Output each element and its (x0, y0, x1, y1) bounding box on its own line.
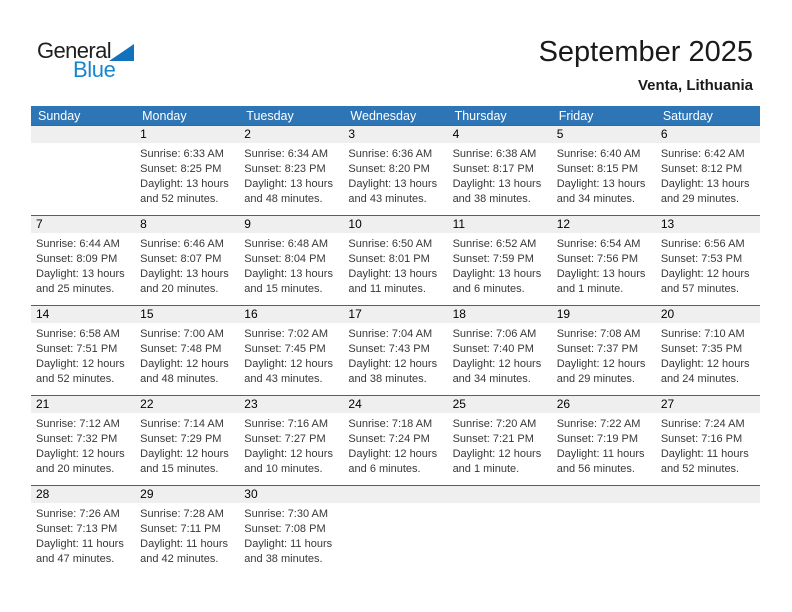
sunrise-text: Sunrise: 6:54 AM (556, 238, 641, 250)
daylight-text-line1: Daylight: 12 hours (140, 358, 229, 370)
day-cell (135, 306, 239, 395)
logo-text-general: General (37, 38, 112, 63)
sunrise-text: Sunrise: 6:56 AM (660, 238, 745, 250)
day-cell (31, 216, 135, 305)
sunset-text: Sunset: 7:32 PM (36, 433, 118, 445)
day-info (239, 503, 343, 567)
day-number: 9 (239, 216, 343, 233)
day-cell (31, 396, 135, 485)
weekday-header-friday: Friday (558, 108, 594, 123)
day-cell (135, 396, 239, 485)
day-number: 2 (239, 126, 343, 143)
day-number: 11 (448, 216, 552, 233)
sunrise-text: Sunrise: 6:52 AM (452, 238, 537, 250)
daylight-text-line2: and 34 minutes. (556, 193, 635, 205)
daylight-text-line2: and 6 minutes. (452, 283, 525, 295)
daylight-text-line1: Daylight: 12 hours (660, 358, 750, 370)
day-info (656, 413, 760, 477)
daylight-text-line2: and 57 minutes. (660, 283, 740, 295)
sunset-text: Sunset: 7:48 PM (140, 343, 222, 355)
weekday-header-row (31, 106, 760, 125)
calendar-weeks (31, 125, 760, 575)
daylight-text-line1: Daylight: 12 hours (244, 448, 333, 460)
day-number (656, 486, 760, 503)
sunrise-text: Sunrise: 6:58 AM (36, 328, 120, 340)
week-row (31, 485, 760, 575)
sunrise-text: Sunrise: 6:48 AM (244, 238, 329, 250)
sunrise-text: Sunrise: 7:20 AM (452, 418, 537, 430)
sunrise-text: Sunrise: 7:12 AM (36, 418, 120, 430)
day-number: 28 (31, 486, 135, 503)
daylight-text-line2: and 29 minutes. (660, 193, 740, 205)
daylight-text-line1: Daylight: 11 hours (36, 538, 124, 550)
daylight-text-line2: and 20 minutes. (36, 463, 115, 475)
page-location: Venta, Lithuania (637, 77, 753, 94)
day-number: 30 (239, 486, 343, 503)
daylight-text-line2: and 48 minutes. (244, 193, 323, 205)
day-number: 17 (343, 306, 447, 323)
day-number (448, 486, 552, 503)
day-number: 29 (135, 486, 239, 503)
sunset-text: Sunset: 8:23 PM (244, 163, 326, 175)
day-cell (448, 126, 552, 215)
daylight-text-line1: Daylight: 13 hours (452, 178, 542, 190)
empty-day-cell (552, 486, 656, 575)
empty-day-cell (343, 486, 447, 575)
calendar-table (31, 106, 760, 575)
daylight-text-line2: and 56 minutes. (556, 463, 635, 475)
daylight-text-line2: and 6 minutes. (348, 463, 421, 475)
daylight-text-line2: and 20 minutes. (140, 283, 219, 295)
weekday-header-sunday: Sunday (38, 108, 81, 123)
day-info (239, 413, 343, 477)
sunset-text: Sunset: 7:08 PM (244, 523, 326, 535)
day-info (31, 233, 135, 297)
day-info (656, 143, 760, 207)
day-cell (239, 216, 343, 305)
sunrise-text: Sunrise: 6:42 AM (660, 148, 745, 160)
sunrise-text: Sunrise: 7:06 AM (452, 328, 537, 340)
daylight-text-line2: and 38 minutes. (348, 373, 427, 385)
sunset-text: Sunset: 7:56 PM (556, 253, 639, 265)
day-info (343, 233, 447, 297)
daylight-text-line1: Daylight: 13 hours (348, 268, 438, 280)
daylight-text-line2: and 52 minutes. (36, 373, 115, 385)
day-info (552, 413, 656, 477)
day-number: 27 (656, 396, 760, 413)
day-cell (239, 126, 343, 215)
sunrise-text: Sunrise: 6:34 AM (244, 148, 329, 160)
day-number: 21 (31, 396, 135, 413)
day-cell (135, 486, 239, 575)
day-number: 26 (552, 396, 656, 413)
daylight-text-line1: Daylight: 12 hours (452, 358, 542, 370)
day-number: 18 (448, 306, 552, 323)
day-cell (448, 306, 552, 395)
week-row (31, 125, 760, 215)
sunrise-text: Sunrise: 7:24 AM (660, 418, 745, 430)
daylight-text-line1: Daylight: 12 hours (348, 358, 438, 370)
day-info (135, 503, 239, 567)
daylight-text-line1: Daylight: 13 hours (140, 268, 229, 280)
day-info (448, 323, 552, 387)
daylight-text-line2: and 42 minutes. (140, 553, 219, 565)
day-number: 25 (448, 396, 552, 413)
sunset-text: Sunset: 7:53 PM (660, 253, 743, 265)
sunset-text: Sunset: 7:37 PM (556, 343, 639, 355)
week-row (31, 215, 760, 305)
daylight-text-line2: and 38 minutes. (244, 553, 323, 565)
daylight-text-line1: Daylight: 11 hours (660, 448, 749, 460)
daylight-text-line2: and 34 minutes. (452, 373, 531, 385)
day-number: 4 (448, 126, 552, 143)
daylight-text-line2: and 47 minutes. (36, 553, 115, 565)
day-info (135, 233, 239, 297)
day-info (343, 143, 447, 207)
day-cell (448, 396, 552, 485)
daylight-text-line2: and 1 minute. (556, 283, 624, 295)
sunset-text: Sunset: 8:12 PM (660, 163, 743, 175)
day-cell (656, 216, 760, 305)
weekday-header-wednesday: Wednesday (350, 108, 417, 123)
sunset-text: Sunset: 8:17 PM (452, 163, 534, 175)
sunrise-text: Sunrise: 7:28 AM (140, 508, 224, 520)
weekday-header-thursday: Thursday (454, 108, 507, 123)
empty-day-cell (656, 486, 760, 575)
day-number: 12 (552, 216, 656, 233)
daylight-text-line1: Daylight: 13 hours (244, 268, 333, 280)
day-cell (239, 306, 343, 395)
sunset-text: Sunset: 8:04 PM (244, 253, 326, 265)
day-cell (656, 126, 760, 215)
day-info (343, 413, 447, 477)
daylight-text-line1: Daylight: 13 hours (140, 178, 229, 190)
week-row (31, 395, 760, 485)
daylight-text-line2: and 11 minutes. (348, 283, 426, 295)
day-number: 6 (656, 126, 760, 143)
day-number: 7 (31, 216, 135, 233)
day-info (239, 233, 343, 297)
sunset-text: Sunset: 7:29 PM (140, 433, 222, 445)
day-cell (135, 126, 239, 215)
sunset-text: Sunset: 7:43 PM (348, 343, 430, 355)
weekday-header-saturday: Saturday (662, 108, 713, 123)
empty-day-cell (31, 126, 135, 215)
day-cell (135, 216, 239, 305)
sunrise-text: Sunrise: 7:16 AM (244, 418, 329, 430)
daylight-text-line1: Daylight: 11 hours (140, 538, 228, 550)
day-info (656, 323, 760, 387)
day-info (448, 143, 552, 207)
day-number: 10 (343, 216, 447, 233)
page-title: September 2025 (538, 36, 753, 68)
sunrise-text: Sunrise: 7:10 AM (660, 328, 745, 340)
sunrise-text: Sunrise: 7:22 AM (556, 418, 641, 430)
sunset-text: Sunset: 7:21 PM (452, 433, 534, 445)
logo-text-blue: Blue (73, 57, 116, 82)
daylight-text-line1: Daylight: 12 hours (452, 448, 542, 460)
day-cell (656, 396, 760, 485)
day-info (552, 143, 656, 207)
daylight-text-line2: and 52 minutes. (140, 193, 219, 205)
sunrise-text: Sunrise: 6:50 AM (348, 238, 433, 250)
day-info (135, 413, 239, 477)
day-number: 13 (656, 216, 760, 233)
day-cell (239, 396, 343, 485)
day-number: 8 (135, 216, 239, 233)
daylight-text-line1: Daylight: 12 hours (36, 448, 125, 460)
day-info (31, 323, 135, 387)
day-cell (448, 216, 552, 305)
sunrise-text: Sunrise: 7:00 AM (140, 328, 224, 340)
day-info (31, 413, 135, 477)
sunrise-text: Sunrise: 7:04 AM (348, 328, 433, 340)
weekday-header-tuesday: Tuesday (246, 108, 294, 123)
daylight-text-line1: Daylight: 13 hours (244, 178, 333, 190)
daylight-text-line2: and 52 minutes. (660, 463, 740, 475)
sunrise-text: Sunrise: 7:18 AM (348, 418, 433, 430)
day-number: 1 (135, 126, 239, 143)
daylight-text-line1: Daylight: 13 hours (556, 268, 646, 280)
daylight-text-line1: Daylight: 12 hours (140, 448, 229, 460)
daylight-text-line2: and 43 minutes. (244, 373, 323, 385)
day-cell (343, 216, 447, 305)
weekday-header-monday: Monday (142, 108, 187, 123)
daylight-text-line1: Daylight: 13 hours (556, 178, 646, 190)
day-number (31, 126, 135, 143)
daylight-text-line2: and 15 minutes. (140, 463, 219, 475)
daylight-text-line2: and 10 minutes. (244, 463, 323, 475)
day-info (31, 503, 135, 567)
daylight-text-line2: and 43 minutes. (348, 193, 427, 205)
day-cell (239, 486, 343, 575)
sunrise-text: Sunrise: 7:14 AM (140, 418, 224, 430)
sunrise-text: Sunrise: 7:02 AM (244, 328, 329, 340)
sunset-text: Sunset: 7:27 PM (244, 433, 326, 445)
sunset-text: Sunset: 7:35 PM (660, 343, 743, 355)
sunrise-text: Sunrise: 6:36 AM (348, 148, 433, 160)
daylight-text-line2: and 29 minutes. (556, 373, 635, 385)
day-info (343, 323, 447, 387)
sunset-text: Sunset: 7:40 PM (452, 343, 534, 355)
sunset-text: Sunset: 8:20 PM (348, 163, 430, 175)
sunset-text: Sunset: 7:24 PM (348, 433, 430, 445)
day-info (239, 143, 343, 207)
sunset-text: Sunset: 8:01 PM (348, 253, 430, 265)
day-cell (552, 216, 656, 305)
daylight-text-line1: Daylight: 12 hours (348, 448, 438, 460)
daylight-text-line2: and 38 minutes. (452, 193, 531, 205)
sunrise-text: Sunrise: 7:30 AM (244, 508, 329, 520)
empty-day-cell (448, 486, 552, 575)
day-number: 24 (343, 396, 447, 413)
day-info (135, 323, 239, 387)
day-number: 23 (239, 396, 343, 413)
day-cell (552, 396, 656, 485)
day-info (135, 143, 239, 207)
day-info (448, 413, 552, 477)
day-cell (552, 306, 656, 395)
sunrise-text: Sunrise: 6:40 AM (556, 148, 641, 160)
day-number: 5 (552, 126, 656, 143)
day-cell (343, 126, 447, 215)
daylight-text-line1: Daylight: 13 hours (348, 178, 438, 190)
sunset-text: Sunset: 7:11 PM (140, 523, 221, 535)
sunrise-text: Sunrise: 6:46 AM (140, 238, 224, 250)
sunrise-text: Sunrise: 7:08 AM (556, 328, 641, 340)
sunset-text: Sunset: 8:25 PM (140, 163, 222, 175)
daylight-text-line1: Daylight: 13 hours (36, 268, 125, 280)
day-cell (343, 306, 447, 395)
daylight-text-line1: Daylight: 11 hours (244, 538, 333, 550)
sunrise-text: Sunrise: 6:33 AM (140, 148, 224, 160)
day-info (656, 233, 760, 297)
sunrise-text: Sunrise: 6:38 AM (452, 148, 537, 160)
day-cell (552, 126, 656, 215)
sunrise-text: Sunrise: 6:44 AM (36, 238, 120, 250)
day-cell (31, 486, 135, 575)
daylight-text-line2: and 15 minutes. (244, 283, 323, 295)
day-info (448, 233, 552, 297)
sunset-text: Sunset: 8:09 PM (36, 253, 118, 265)
day-number: 20 (656, 306, 760, 323)
day-number (343, 486, 447, 503)
sunset-text: Sunset: 8:15 PM (556, 163, 639, 175)
sunset-text: Sunset: 7:59 PM (452, 253, 534, 265)
sunset-text: Sunset: 8:07 PM (140, 253, 222, 265)
daylight-text-line1: Daylight: 12 hours (556, 358, 646, 370)
daylight-text-line1: Daylight: 11 hours (556, 448, 645, 460)
daylight-text-line1: Daylight: 13 hours (660, 178, 750, 190)
general-blue-logo (37, 40, 147, 86)
sunrise-text: Sunrise: 7:26 AM (36, 508, 120, 520)
day-info (552, 323, 656, 387)
day-cell (343, 396, 447, 485)
day-number: 16 (239, 306, 343, 323)
day-info (552, 233, 656, 297)
day-cell (656, 306, 760, 395)
daylight-text-line2: and 25 minutes. (36, 283, 115, 295)
day-number: 22 (135, 396, 239, 413)
title-block (539, 36, 753, 94)
daylight-text-line1: Daylight: 12 hours (660, 268, 750, 280)
day-cell (31, 306, 135, 395)
sunset-text: Sunset: 7:19 PM (556, 433, 639, 445)
day-number: 3 (343, 126, 447, 143)
sunset-text: Sunset: 7:13 PM (36, 523, 118, 535)
daylight-text-line2: and 48 minutes. (140, 373, 219, 385)
sunset-text: Sunset: 7:45 PM (244, 343, 326, 355)
daylight-text-line2: and 24 minutes. (660, 373, 740, 385)
day-number (552, 486, 656, 503)
sunset-text: Sunset: 7:51 PM (36, 343, 118, 355)
daylight-text-line1: Daylight: 12 hours (244, 358, 333, 370)
sunset-text: Sunset: 7:16 PM (660, 433, 743, 445)
week-row (31, 305, 760, 395)
daylight-text-line1: Daylight: 13 hours (452, 268, 542, 280)
day-number: 15 (135, 306, 239, 323)
day-number: 14 (31, 306, 135, 323)
day-number: 19 (552, 306, 656, 323)
daylight-text-line1: Daylight: 12 hours (36, 358, 125, 370)
day-info (239, 323, 343, 387)
daylight-text-line2: and 1 minute. (452, 463, 520, 475)
